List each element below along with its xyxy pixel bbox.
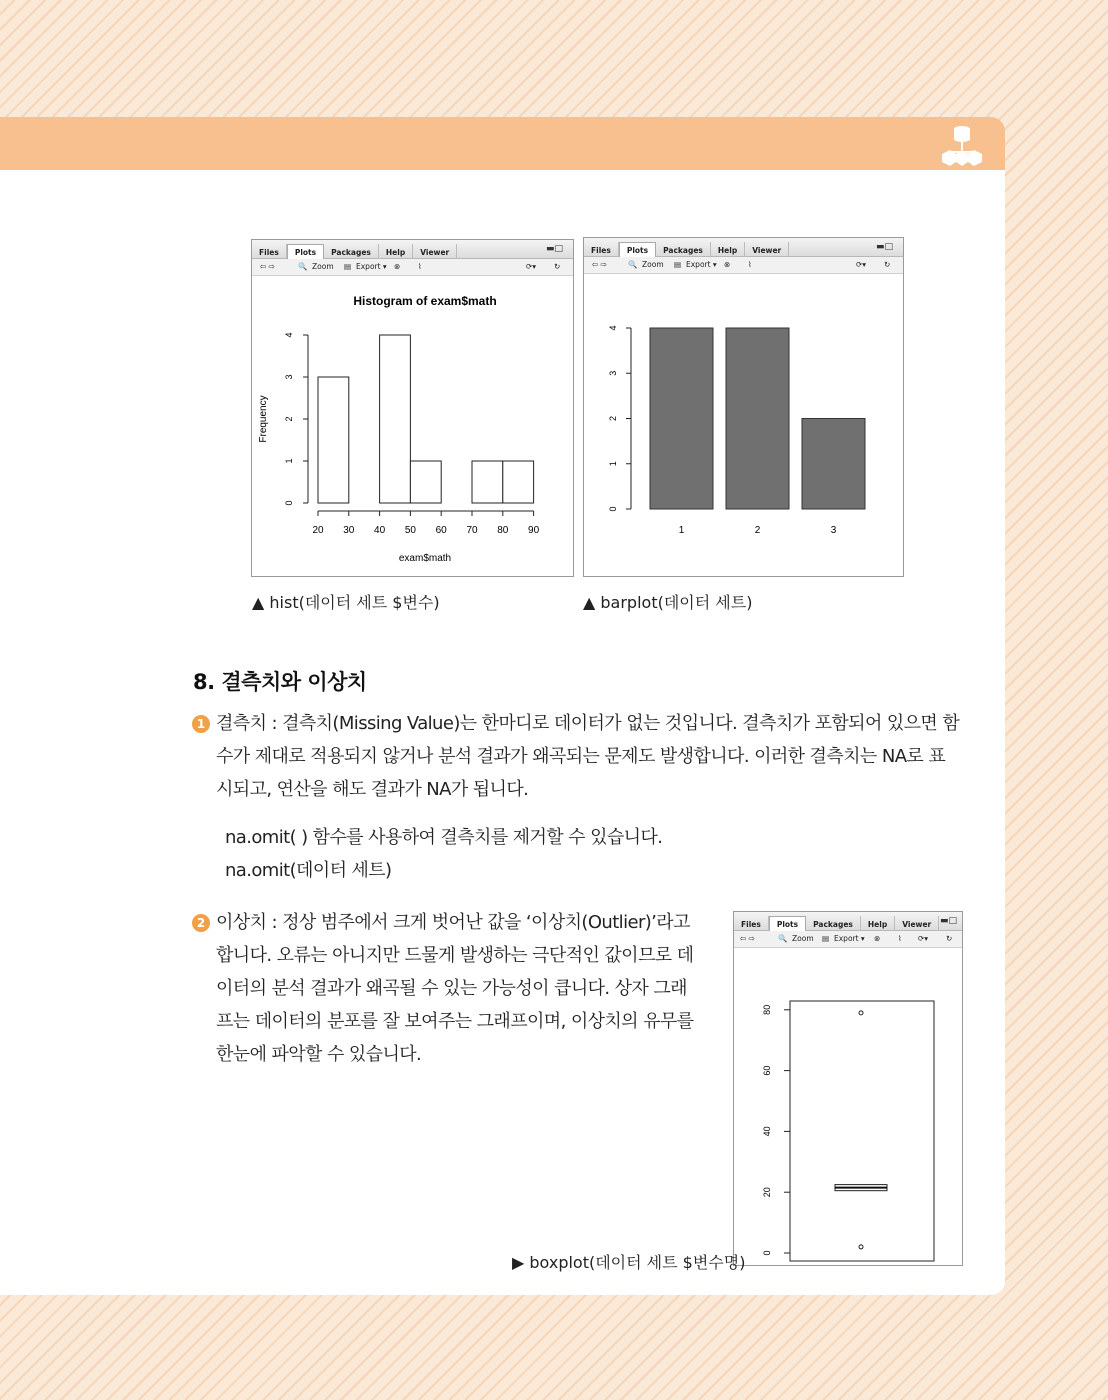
window-controls-icon[interactable]: ▬□ [875,242,893,252]
database-network-icon [936,120,988,168]
remove-plot-icon[interactable]: ⊗ [724,260,731,269]
export-icon[interactable]: ▤ [822,934,830,943]
x-tick-label: 80 [497,525,509,536]
y-tick-label: 20 [762,1187,772,1198]
histogram-bar [472,461,503,503]
item2-line: 한눈에 파악할 수 있습니다. [216,1044,422,1065]
tab-files[interactable]: Files [734,916,769,933]
histogram-bar [503,461,534,503]
chart-title: Histogram of exam$math [353,294,497,308]
item2-line: 합니다. 오류는 아니지만 드물게 발생하는 극단적인 값이므로 데 [216,945,694,966]
tab-files[interactable]: Files [584,242,619,259]
item2-paragraph [216,906,716,1071]
histogram-chart [252,275,573,577]
tab-viewer[interactable]: Viewer [745,242,789,259]
bar [650,328,713,509]
tab-plots[interactable]: Plots [769,916,806,933]
category-label: 3 [830,525,837,536]
back-arrow-icon[interactable]: ⇦ ⇨ [592,260,607,269]
remove-plot-icon[interactable]: ⊗ [874,934,881,943]
y-axis-label: Frequency [258,395,269,443]
x-tick-label: 90 [528,525,540,536]
figure1-caption: ▲ hist(데이터 세트 $변수) [252,593,440,612]
item1-line: 수가 제대로 적용되지 않거나 분석 결과가 왜곡되는 문제도 발생합니다. 이러한 결측치는 NA로 표 [216,746,946,767]
refresh-icon[interactable]: ↻ [884,260,891,269]
window-controls-icon[interactable]: ▬□ [939,916,957,926]
publish-icon[interactable]: ⟳▾ [918,934,929,943]
export-button[interactable]: Export ▾ [834,934,865,943]
bar [726,328,789,509]
panel-tabbar [252,240,573,259]
item1-paragraph [216,707,976,806]
tab-packages[interactable]: Packages [806,916,861,933]
bar [802,419,865,510]
refresh-icon[interactable]: ↻ [554,262,561,271]
section-title: 8. 결측치와 이상치 [193,670,367,694]
x-tick-label: 40 [374,525,386,536]
barplot-chart [584,273,903,577]
tab-packages[interactable]: Packages [656,242,711,259]
y-tick-label: 3 [608,370,618,376]
plot-toolbar [584,257,903,274]
zoom-button[interactable]: Zoom [312,262,334,271]
export-button[interactable]: Export ▾ [356,262,387,271]
x-tick-label: 20 [312,525,324,536]
plot-toolbar [734,931,962,948]
back-arrow-icon[interactable]: ⇦ ⇨ [740,934,755,943]
x-tick-label: 30 [343,525,355,536]
boxplot-chart [734,947,962,1265]
x-tick-label: 60 [435,525,447,536]
x-axis-label: exam$math [398,553,452,564]
zoom-icon[interactable]: 🔍 [628,260,638,269]
export-icon[interactable]: ▤ [674,260,682,269]
publish-icon[interactable]: ⟳▾ [526,262,537,271]
figure3-caption: ▶ boxplot(데이터 세트 $변수명) [512,1253,746,1272]
histogram-bar [318,377,349,503]
tab-viewer[interactable]: Viewer [413,244,457,261]
outlier-point [859,1011,863,1015]
broom-icon[interactable]: ⌇ [748,260,752,269]
item2-line: 이터의 분석 결과가 왜곡될 수 있는 가능성이 큽니다. 상자 그래 [216,978,687,999]
back-arrow-icon[interactable]: ⇦ ⇨ [260,262,275,271]
zoom-button[interactable]: Zoom [642,260,664,269]
y-tick-label: 4 [608,325,618,331]
category-label: 1 [678,525,685,536]
tab-packages[interactable]: Packages [324,244,379,261]
broom-icon[interactable]: ⌇ [898,934,902,943]
item1-badge: 1 [192,715,210,733]
item1-line: 결측치 : 결측치(Missing Value)는 한마디로 데이터가 없는 것입니다. 결측치가 포함되어 있으면 함 [216,713,960,734]
y-tick-label: 1 [284,458,294,464]
boxplot-panel [733,911,963,1266]
x-tick-label: 70 [466,525,478,536]
tab-files[interactable]: Files [252,244,287,261]
plot-frame [790,1001,934,1261]
outlier-point [859,1245,863,1249]
category-label: 2 [754,525,761,536]
y-tick-label: 0 [762,1250,772,1256]
window-controls-icon[interactable]: ▬□ [545,244,563,254]
item2-line: 프는 데이터의 분포를 잘 보여주는 그래프이며, 이상치의 유무를 [216,1011,694,1032]
y-tick-label: 2 [608,415,618,422]
zoom-icon[interactable]: 🔍 [778,934,788,943]
y-tick-label: 60 [762,1065,772,1076]
code-line: na.omit(데이터 세트) [225,860,392,881]
tab-plots[interactable]: Plots [287,244,324,261]
y-tick-label: 80 [762,1004,772,1015]
remove-plot-icon[interactable]: ⊗ [394,262,401,271]
figure2-caption: ▲ barplot(데이터 세트) [583,593,753,612]
y-tick-label: 40 [762,1126,772,1137]
refresh-icon[interactable]: ↻ [946,934,953,943]
tab-help[interactable]: Help [861,916,895,933]
y-tick-label: 0 [284,500,294,506]
panel-tabbar [734,912,962,931]
plot-toolbar [252,259,573,276]
tab-help[interactable]: Help [711,242,745,259]
code-line: na.omit( ) 함수를 사용하여 결측치를 제거할 수 있습니다. [225,827,663,848]
export-icon[interactable]: ▤ [344,262,352,271]
tab-plots[interactable]: Plots [619,242,656,259]
histogram-bar [410,461,441,503]
item2-badge: 2 [192,914,210,932]
tab-help[interactable]: Help [379,244,413,261]
y-tick-label: 0 [608,506,618,512]
x-tick-label: 50 [404,525,416,536]
export-button[interactable]: Export ▾ [686,260,717,269]
broom-icon[interactable]: ⌇ [418,262,422,271]
publish-icon[interactable]: ⟳▾ [856,260,867,269]
zoom-icon[interactable]: 🔍 [298,262,308,271]
barplot-panel [583,237,904,577]
histogram-panel [251,239,574,577]
item2-line: 이상치 : 정상 범주에서 크게 벗어난 값을 ‘이상치(Outlier)’라고 [216,912,690,933]
header-band [0,117,1005,170]
y-tick-label: 3 [284,374,294,380]
panel-tabbar [584,238,903,257]
y-tick-label: 2 [284,416,294,422]
y-tick-label: 1 [608,461,618,467]
tab-viewer[interactable]: Viewer [895,916,939,933]
histogram-bar [380,335,411,503]
zoom-button[interactable]: Zoom [792,934,814,943]
item1-line: 시되고, 연산을 해도 결과가 NA가 됩니다. [216,779,529,800]
y-tick-label: 4 [284,332,294,338]
